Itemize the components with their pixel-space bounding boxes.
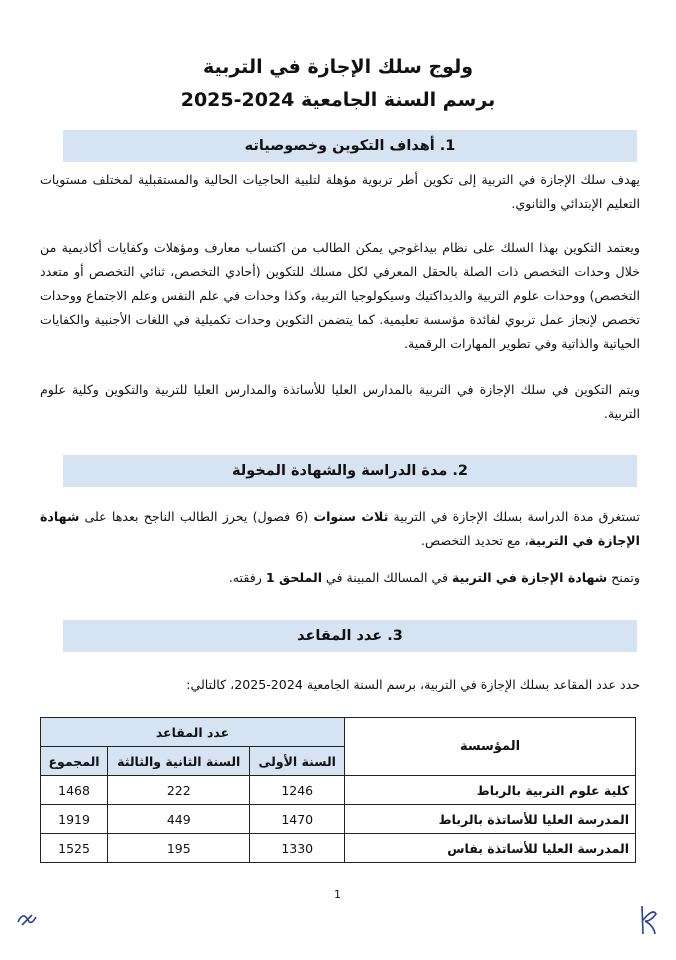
table-row: [41, 834, 636, 863]
header-total: المجموع: [41, 747, 108, 776]
cell-year1: 1470: [250, 805, 345, 834]
cell-institution: المدرسة العليا للأساتذة بفاس: [345, 834, 636, 863]
text-run-bold: شهادة الإجازة في التربية: [452, 570, 608, 585]
section-heading-seats: 3. عدد المقاعد: [63, 620, 637, 652]
text-run-bold: الملحق 1: [265, 570, 323, 585]
cell-total: 1919: [41, 805, 108, 834]
paragraph-objectives-1: يهدف سلك الإجازة في التربية إلى تكوين أطر تربوية مؤهلة لتلبية الحاجيات الحالية والمستقبلية لمختلف مستويات التعليم الإبتدائي والثانوي.: [40, 172, 640, 211]
table-row: [41, 805, 636, 834]
signature-initials-right: [636, 902, 662, 943]
cell-year23: 222: [108, 776, 250, 805]
header-year23: السنة الثانية والثالثة: [108, 747, 250, 776]
cell-year23: 195: [108, 834, 250, 863]
header-institution: المؤسسة: [345, 718, 636, 776]
cell-year23: 449: [108, 805, 250, 834]
document-title: ولوج سلك الإجازة في التربية: [202, 56, 474, 78]
table-header-row: [41, 718, 636, 747]
signature-icon: [636, 902, 662, 938]
paragraph-duration-1: [40, 505, 640, 553]
cell-year1: 1330: [250, 834, 345, 863]
page-number: 1: [334, 888, 341, 901]
text-run: رفقته.: [228, 570, 266, 585]
header-seats-group: عدد المقاعد: [41, 718, 345, 747]
paragraph-objectives-2: ويعتمد التكوين بهذا السلك على نظام بيداغوجي يمكن الطالب من اكتساب معارف ومؤهلات وكفايات أكاديمية من خلال وحدات التخصص ذات الصلة بالحقل المعرفي لكل مسلك للتكوين (أحادي التخصص، ثنائي التخصص أو متعدد التخصص) ووحدات علوم التربية والديداكتيك وسيكولوجيا التربية، وكذا وحدات في علم النفس وعلم الاجتماع ووحدات تخصص لإنجاز عمل تربوي لفائدة مؤسسة تعليمية. كما يتضمن التكوين وحدات تكميلية في اللغات الأجنبية والكفايات الحياتية والذاتية وفي تطوير المهارات الرقمية.: [40, 240, 640, 351]
cell-total: 1468: [41, 776, 108, 805]
cell-institution: كلية علوم التربية بالرباط: [345, 776, 636, 805]
document-subtitle: برسم السنة الجامعية 2024-2025: [180, 89, 496, 111]
table-row: [41, 776, 636, 805]
paragraph-seats-intro: حدد عدد المقاعد بسلك الإجازة في التربية، برسم السنة الجامعية 2024-2025، كالتالي:: [186, 677, 640, 692]
cell-total: 1525: [41, 834, 108, 863]
text-run: وتمنح: [607, 570, 640, 585]
text-run: (6 فصول) يحرز الطالب الناجح بعدها على: [79, 509, 314, 524]
section-heading-objectives: 1. أهداف التكوين وخصوصياته: [63, 130, 637, 162]
signature-initials-left: [14, 906, 40, 937]
seats-table: [40, 717, 636, 863]
cell-year1: 1246: [250, 776, 345, 805]
text-run: ، مع تحديد التخصص.: [421, 533, 529, 548]
text-run: تستغرق مدة الدراسة بسلك الإجازة في التربية: [388, 509, 640, 524]
text-run: في المسالك المبينة في: [322, 570, 452, 585]
signature-icon: [14, 906, 40, 932]
paragraph-objectives-3: ويتم التكوين في سلك الإجازة في التربية بالمدارس العليا للأساتذة والمدارس العليا للتربية والتكوين وكلية علوم التربية.: [40, 382, 640, 421]
section-heading-duration: 2. مدة الدراسة والشهادة المخولة: [63, 455, 637, 487]
paragraph-duration-2: [40, 566, 640, 590]
text-run-bold: شهادة الإجازة في التربية: [40, 509, 640, 548]
cell-institution: المدرسة العليا للأساتذة بالرباط: [345, 805, 636, 834]
text-run-bold: ثلاث سنوات: [313, 509, 389, 524]
header-year1: السنة الأولى: [250, 747, 345, 776]
